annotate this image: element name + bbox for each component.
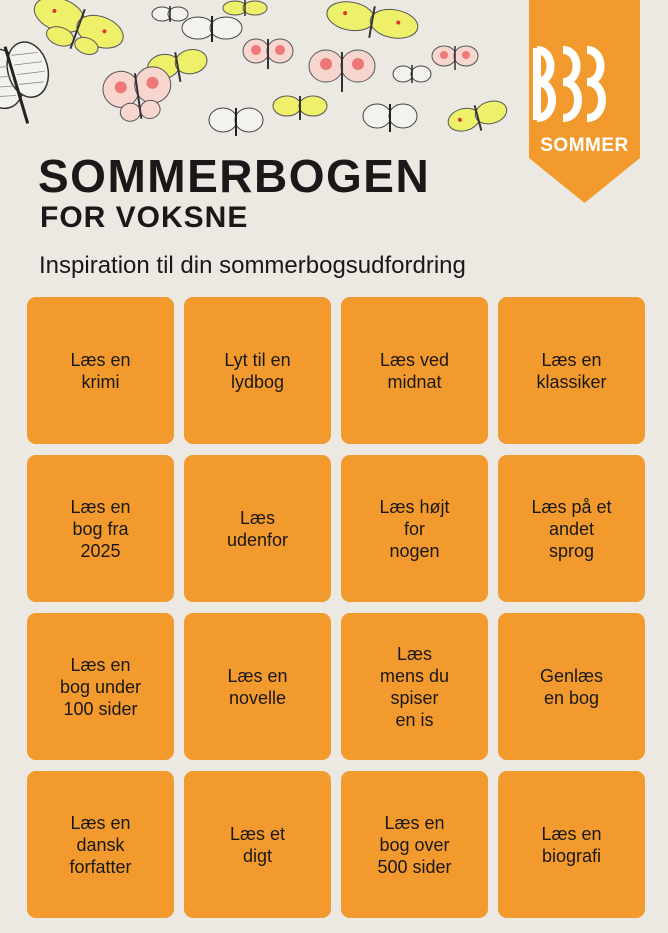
challenge-tile[interactable] xyxy=(27,297,174,444)
challenge-label: Læs udenfor xyxy=(226,507,289,550)
logo-icon xyxy=(529,44,640,124)
challenge-tile[interactable] xyxy=(184,455,331,602)
challenge-tile[interactable] xyxy=(27,613,174,760)
challenge-label: Lyt til en lydbog xyxy=(224,349,291,392)
challenge-tile[interactable] xyxy=(341,613,488,760)
challenge-label: Læs en biografi xyxy=(541,823,602,866)
challenge-label: Læs en klassiker xyxy=(536,349,607,392)
page-title: SOMMERBOGEN xyxy=(38,150,431,202)
challenge-label: Læs et digt xyxy=(229,823,286,866)
challenge-tile[interactable] xyxy=(498,613,645,760)
challenge-label: Læs en bog under 100 sider xyxy=(59,654,142,719)
butterfly-icon xyxy=(0,0,520,150)
challenge-tile[interactable] xyxy=(184,613,331,760)
butterflies-illustration xyxy=(0,0,520,150)
challenge-label: Læs på et andet sprog xyxy=(531,496,612,561)
challenge-label: Læs højt for nogen xyxy=(379,496,450,561)
tagline: Inspiration til din sommerbogsudfordring xyxy=(39,252,466,279)
badge-label: SOMMER xyxy=(540,135,629,156)
challenge-label: Læs mens du spiser en is xyxy=(379,643,450,730)
sommer-badge xyxy=(529,0,640,203)
challenge-tile[interactable] xyxy=(498,455,645,602)
challenge-tile[interactable] xyxy=(341,297,488,444)
challenge-tile[interactable] xyxy=(498,297,645,444)
challenge-label: Læs en krimi xyxy=(70,349,131,392)
challenge-tile[interactable] xyxy=(184,771,331,918)
challenge-tile[interactable] xyxy=(184,297,331,444)
challenge-label: Læs en novelle xyxy=(227,665,288,708)
challenge-tile[interactable] xyxy=(498,771,645,918)
page-subtitle: FOR VOKSNE xyxy=(40,201,249,234)
challenge-tile[interactable] xyxy=(27,771,174,918)
challenge-label: Læs en dansk forfatter xyxy=(69,812,132,877)
challenge-label: Læs ved midnat xyxy=(379,349,450,392)
challenge-tile[interactable] xyxy=(341,455,488,602)
challenge-grid xyxy=(27,297,645,918)
challenge-label: Genlæs en bog xyxy=(539,665,604,708)
challenge-tile[interactable] xyxy=(27,455,174,602)
challenge-label: Læs en bog fra 2025 xyxy=(70,496,131,561)
challenge-label: Læs en bog over 500 sider xyxy=(377,812,452,877)
challenge-tile[interactable] xyxy=(341,771,488,918)
